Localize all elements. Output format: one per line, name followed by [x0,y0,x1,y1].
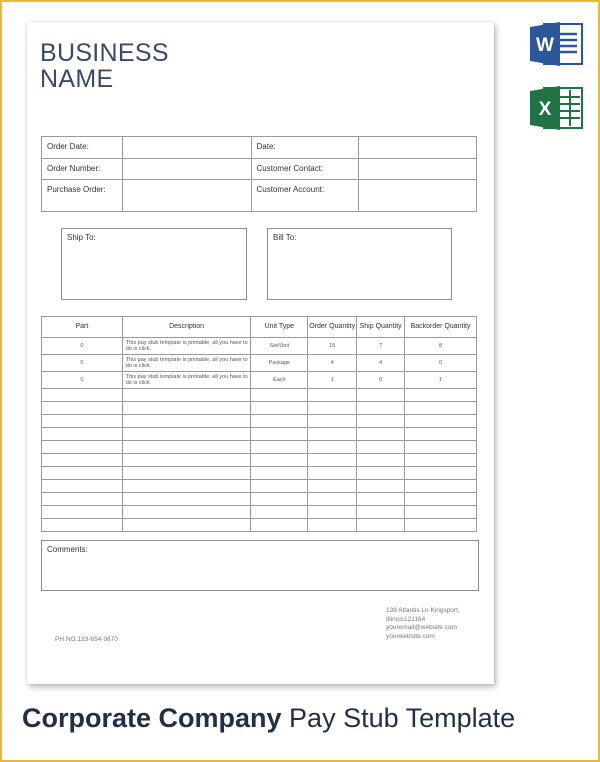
cell-unit-type[interactable]: Each [251,372,308,389]
empty-cell[interactable] [405,519,477,532]
bill-to-label: Bill To: [273,233,297,242]
header-unit-type: Unit Type [251,317,308,338]
cell-backorder-quantity[interactable]: 1 [405,372,477,389]
empty-cell[interactable] [42,480,123,493]
empty-cell[interactable] [122,519,251,532]
table-row [42,372,477,389]
address-line: Illinois121164 [386,615,426,623]
empty-cell[interactable] [308,428,357,441]
empty-cell[interactable] [122,441,251,454]
order-info-table [41,136,477,212]
cell-part[interactable]: 0 [42,372,123,389]
empty-cell[interactable] [357,428,405,441]
empty-cell[interactable] [308,402,357,415]
order-number-value[interactable] [122,159,251,180]
header-ship-quantity: Ship Quantity [357,317,405,338]
empty-cell[interactable] [122,454,251,467]
empty-cell[interactable] [42,506,123,519]
purchase-order-value[interactable] [122,180,251,212]
empty-cell[interactable] [308,519,357,532]
empty-cell[interactable] [42,402,123,415]
word-icon[interactable] [530,22,585,66]
empty-cell[interactable] [251,519,308,532]
address-line: 138 Atlantis Ln Kingsport, [386,607,460,614]
empty-cell[interactable] [405,428,477,441]
empty-cell[interactable] [308,441,357,454]
empty-cell[interactable] [308,467,357,480]
empty-cell[interactable] [357,415,405,428]
header-part: Part [42,317,123,338]
empty-cell[interactable] [42,389,123,402]
empty-cell[interactable] [122,480,251,493]
empty-cell[interactable] [357,441,405,454]
empty-cell[interactable] [405,493,477,506]
empty-cell[interactable] [405,415,477,428]
caption-bold: Corporate Company [22,703,282,733]
empty-row [42,480,477,493]
cell-order-quantity[interactable]: 1 [308,372,357,389]
empty-cell[interactable] [405,402,477,415]
cell-ship-quantity[interactable]: 7 [357,338,405,355]
business-name-line2: NAME [40,65,114,93]
empty-cell[interactable] [405,480,477,493]
comments-label: Comments: [47,545,88,554]
company-address [386,607,460,641]
empty-row [42,389,477,402]
empty-cell[interactable] [122,467,251,480]
website-text: yourwebsite.com [386,632,435,640]
business-name [40,40,169,92]
empty-cell[interactable] [122,415,251,428]
empty-row [42,441,477,454]
empty-cell[interactable] [357,402,405,415]
svg-text:W: W [536,35,554,56]
empty-cell[interactable] [42,441,123,454]
order-number-label: Order Number: [42,159,123,180]
excel-icon[interactable] [530,86,585,130]
cell-description[interactable]: This pay stub template is printable, all you have to do is click. [122,355,251,372]
business-name-line1: BUSINESS [40,39,169,67]
order-date-label: Order Date: [42,137,123,159]
ship-to-label: Ship To: [67,233,96,242]
empty-cell[interactable] [122,428,251,441]
cell-part[interactable]: 0 [42,355,123,372]
empty-row [42,415,477,428]
customer-contact-label: Customer Contact: [251,159,359,180]
order-date-value[interactable] [122,137,251,159]
cell-unit-type[interactable]: Package [251,355,308,372]
empty-cell[interactable] [122,402,251,415]
empty-cell[interactable] [308,506,357,519]
date-value[interactable] [359,137,477,159]
email-text: youremail@website.com [386,624,457,631]
empty-cell[interactable] [251,441,308,454]
header-backorder-quantity: Backorder Quantity [405,317,477,338]
cell-part[interactable]: 0 [42,338,123,355]
empty-cell[interactable] [42,493,123,506]
empty-cell[interactable] [42,415,123,428]
empty-cell[interactable] [251,454,308,467]
customer-contact-value[interactable] [359,159,477,180]
empty-cell[interactable] [308,454,357,467]
comments-box[interactable] [41,540,479,591]
cell-backorder-quantity[interactable]: 0 [405,355,477,372]
empty-cell[interactable] [357,506,405,519]
cell-order-quantity[interactable]: 4 [308,355,357,372]
cell-unit-type[interactable]: Set/Unit [251,338,308,355]
date-label: Date: [251,137,359,159]
empty-cell[interactable] [251,506,308,519]
empty-cell[interactable] [357,480,405,493]
empty-cell[interactable] [405,389,477,402]
cell-ship-quantity[interactable]: 0 [357,372,405,389]
cell-description[interactable]: This pay stub template is printable, all you have to do is click. [122,338,251,355]
empty-cell[interactable] [122,506,251,519]
caption-regular: Pay Stub Template [281,703,516,733]
ship-to-box[interactable] [61,228,247,300]
table-row [42,338,477,355]
customer-account-label: Customer Account: [251,180,359,212]
empty-cell[interactable] [122,493,251,506]
empty-row [42,519,477,532]
empty-row [42,402,477,415]
empty-cell[interactable] [405,441,477,454]
empty-cell[interactable] [251,402,308,415]
empty-cell[interactable] [42,467,123,480]
customer-account-value[interactable] [359,180,477,212]
cell-backorder-quantity[interactable]: 8 [405,338,477,355]
header-order-quantity: Order Quantity [308,317,357,338]
phone-number: PH NO.123-654-9870 [55,636,118,643]
empty-row [42,467,477,480]
empty-cell[interactable] [357,389,405,402]
purchase-order-label: Purchase Order: [42,180,123,212]
items-table [41,316,477,532]
svg-text:X: X [538,99,552,120]
empty-cell[interactable] [42,428,123,441]
empty-cell[interactable] [251,480,308,493]
empty-cell[interactable] [251,493,308,506]
empty-row [42,454,477,467]
empty-cell[interactable] [357,467,405,480]
header-description: Description [122,317,251,338]
empty-cell[interactable] [251,428,308,441]
empty-cell[interactable] [251,415,308,428]
empty-row [42,428,477,441]
empty-cell[interactable] [357,454,405,467]
empty-cell[interactable] [308,480,357,493]
cell-order-quantity[interactable]: 15 [308,338,357,355]
empty-cell[interactable] [405,467,477,480]
empty-cell[interactable] [405,454,477,467]
empty-cell[interactable] [251,389,308,402]
empty-row [42,506,477,519]
empty-row [42,493,477,506]
empty-cell[interactable] [357,493,405,506]
table-row [42,355,477,372]
empty-cell[interactable] [405,506,477,519]
empty-cell[interactable] [42,519,123,532]
cell-ship-quantity[interactable]: 4 [357,355,405,372]
bill-to-box[interactable] [267,228,452,300]
items-header-row [42,317,477,338]
empty-cell[interactable] [357,519,405,532]
empty-cell[interactable] [308,415,357,428]
template-caption [22,703,515,734]
empty-cell[interactable] [308,389,357,402]
empty-cell[interactable] [308,493,357,506]
empty-cell[interactable] [42,454,123,467]
empty-cell[interactable] [251,467,308,480]
cell-description[interactable]: This pay stub template is printable, all you have to do is click. [122,372,251,389]
empty-cell[interactable] [122,389,251,402]
